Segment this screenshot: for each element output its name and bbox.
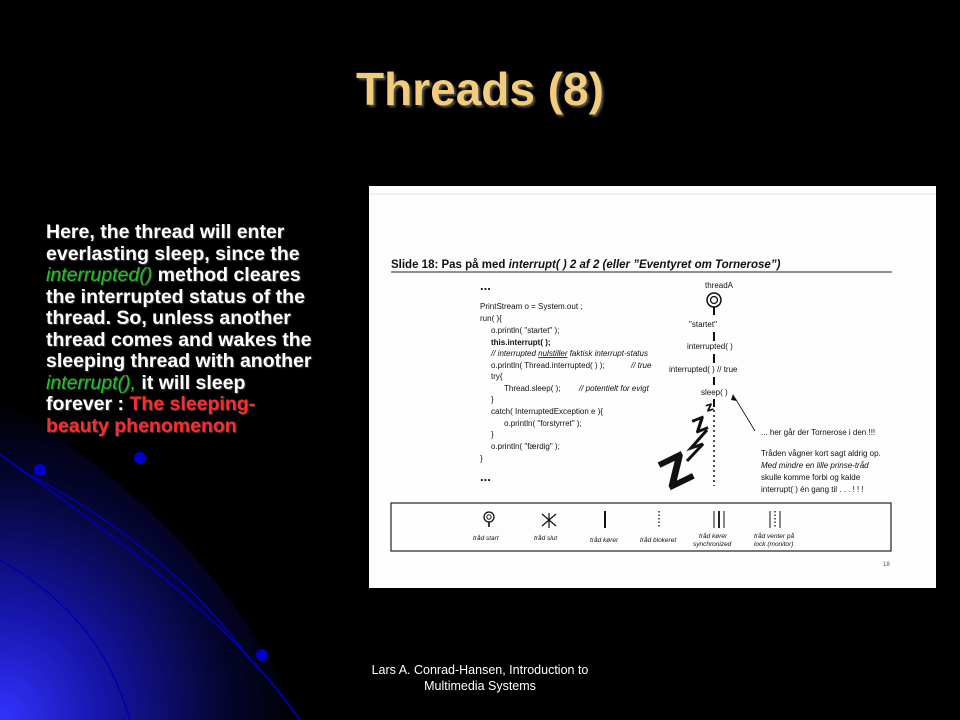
body-text-part: it will sleep forever : [46, 371, 246, 415]
code-line: run( ){ [480, 314, 502, 323]
thread-label: threadA [705, 281, 734, 290]
legend-label: tråd slut [534, 535, 558, 542]
zzz-small: z [703, 399, 716, 416]
method-name-interrupt: interrupt(), [46, 371, 136, 394]
footer-line: Multimedia Systems [424, 679, 536, 693]
legend-label: tråd kører [699, 533, 728, 540]
slide-title: Threads (8) [356, 63, 604, 115]
zzz-medium: Z [688, 410, 712, 439]
thread-state: interrupted( ) [687, 342, 733, 351]
code-line: Thread.sleep( ); [504, 384, 561, 393]
page-number: 18 [883, 562, 890, 568]
footer [340, 662, 620, 694]
code-line: o.println( Thread.interrupted( ) ); [491, 361, 605, 370]
code-line: this.interrupt( ); [491, 338, 551, 347]
highlight-phrase: The sleeping-beauty phenomenon [46, 393, 256, 437]
body-text-part: method cleares the interrupted status of the thread. So, unless another thread comes and wakes the sleeping thread with another [46, 264, 312, 372]
code-line: PrintStream o = System.out ; [480, 302, 583, 311]
annotation-line: interrupt( ) én gang til . . . ! ! ! [761, 485, 864, 494]
annotation-line: Med mindre en lille prinse-tråd [761, 461, 869, 470]
code-comment: // potentielt for evigt [579, 384, 649, 393]
thread-state: sleep( ) [701, 388, 728, 397]
code-line: o.println( "forstyrret" ); [504, 419, 582, 428]
legend-label: tråd kører [590, 537, 619, 544]
annotation-arrow-text: ... her går der Tornerose i den !!! [761, 428, 876, 437]
code-comment: // true [631, 361, 652, 370]
legend-label: tråd blokeret [640, 537, 677, 544]
thread-state: "startet" [689, 320, 717, 329]
code-line: catch( InterruptedException e ){ [491, 407, 604, 416]
scanned-slide-image [369, 186, 936, 588]
decor-dot [256, 649, 268, 661]
code-ellipsis: ... [480, 278, 491, 293]
legend-label: tråd start [473, 535, 499, 542]
code-line: // interrupted nulstiller faktisk interrupt-status [491, 349, 648, 358]
annotation-line: Tråden vågner kort sagt aldrig op. [761, 449, 881, 458]
footer-line: Lars A. Conrad-Hansen, Introduction to [371, 663, 589, 677]
body-text [46, 222, 314, 437]
legend-label: tråd venter på [754, 533, 795, 540]
code-ellipsis: ... [480, 469, 491, 484]
code-line: o.println( "startet" ); [491, 326, 560, 335]
legend-label: synchronized [693, 541, 732, 548]
body-text-part: Here, the thread will enter everlasting sleep, since the [46, 221, 300, 265]
legend-label: lock (monitor) [754, 541, 794, 548]
code-line: } [491, 430, 494, 439]
decor-dot [134, 452, 146, 464]
method-name-interrupted: interrupted() [46, 264, 153, 286]
code-line: try{ [491, 372, 503, 381]
code-line: o.println( "færdig" ); [491, 442, 560, 451]
scan-heading: Slide 18: Pas på med interrupt( ) 2 af 2 (eller ”Eventyret om Tornerose”) [391, 259, 781, 271]
zzz-large: Z [651, 442, 701, 500]
code-line: } [480, 454, 483, 463]
annotation-line: skulle komme forbi og kalde [761, 473, 861, 482]
thread-state: interrupted( ) // true [669, 365, 738, 374]
code-line: } [491, 395, 494, 404]
decor-dot [34, 464, 46, 476]
